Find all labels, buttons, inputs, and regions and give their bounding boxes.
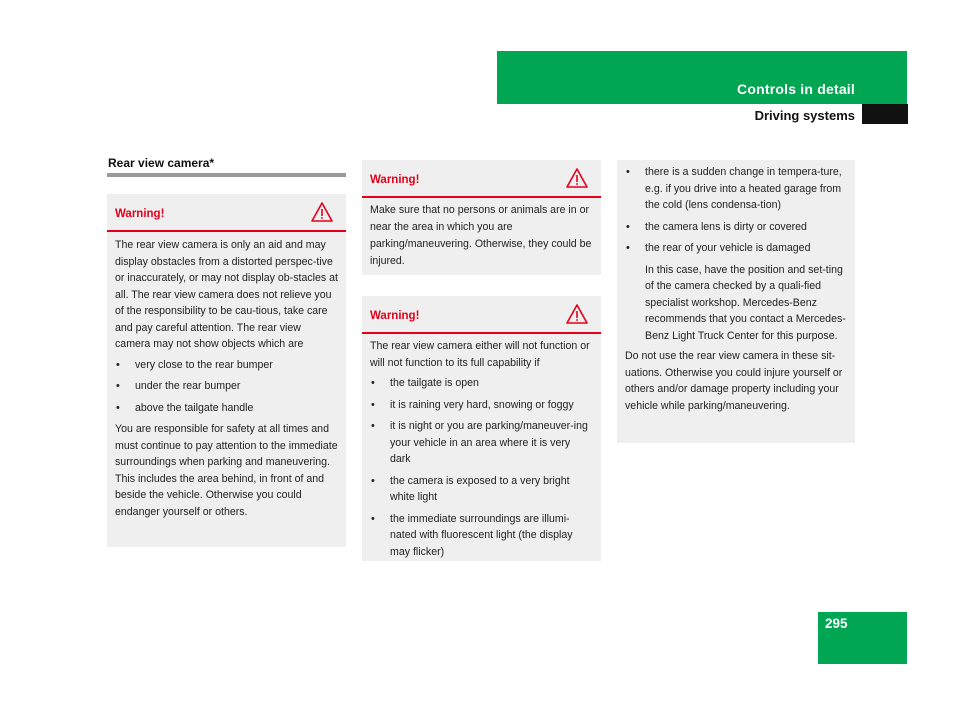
bullet-list (625, 164, 847, 257)
warning-box-2 (362, 160, 601, 275)
warning-triangle-icon (566, 168, 588, 188)
warning-paragraph: The rear view camera either will not function or will not function to its full capability if (370, 340, 590, 369)
list-item: • the camera lens is dirty or covered (625, 219, 847, 236)
bullet-list (115, 357, 338, 417)
warning-paragraph: The rear view camera is only an aid and may display obstacles from a distorted perspec-tive or inaccurately, or may not display ob-stacles at all. The rear view camera does not relieve you of the responsibility to be cau-tious, take care and pay careful attention. The rear view camera may not show objects which are (115, 239, 338, 350)
warning-header (107, 194, 346, 232)
list-item: • it is raining very hard, snowing or foggy (370, 397, 593, 414)
section-divider (107, 173, 346, 177)
chapter-tab-marker (862, 104, 908, 124)
warning-paragraph: Make sure that no persons or animals are in or near the area in which you are parking/maneuvering. Otherwise, they could be injured. (370, 204, 592, 267)
warning-header (362, 296, 601, 334)
chapter-title: Controls in detail (737, 81, 855, 97)
chapter-header-bar (497, 51, 907, 104)
section-subtitle: Driving systems (754, 108, 855, 123)
list-item: • the rear of your vehicle is damaged (625, 240, 847, 257)
page-number-box (818, 612, 907, 664)
bullet-list (370, 375, 593, 560)
list-item: • the tailgate is open (370, 375, 593, 392)
warning-header (362, 160, 601, 198)
section-heading: Rear view camera* (108, 156, 215, 170)
warning-triangle-icon (566, 304, 588, 324)
warning-box-1 (107, 194, 346, 547)
page-number: 295 (825, 616, 848, 631)
closing-paragraph: Do not use the rear view camera in these sit-uations. Otherwise you could injure yourself or others and/or damage property including your vehicle while parking/maneuvering. (625, 350, 843, 412)
indented-note: In this case, have the position and set-ting of the camera checked by a quali-fied specialist workshop. Mercedes-Benz recommends that you contact a Mercedes-Benz Light Truck Center for this purpose. (645, 263, 846, 342)
list-item: • there is a sudden change in tempera-ture, e.g. if you drive into a heated garage from the cold (lens condensa-tion) (625, 164, 847, 214)
warning-box-3 (362, 296, 601, 561)
list-item: • under the rear bumper (115, 378, 338, 395)
list-item: • the camera is exposed to a very bright white light (370, 473, 593, 506)
list-item: • very close to the rear bumper (115, 357, 338, 374)
list-item: • the immediate surroundings are illumi-nated with fluorescent light (the display may flicker) (370, 511, 593, 561)
warning-triangle-icon (311, 202, 333, 222)
warning-paragraph: You are responsible for safety at all times and must continue to pay attention to the immediate surroundings when parking and maneuvering. This includes the area behind, in front of and beside the vehicle. Otherwise you could endanger yourself or others. (115, 423, 338, 518)
list-item: • above the tailgate handle (115, 400, 338, 417)
warning-label: Warning! (370, 174, 420, 186)
warning-label: Warning! (370, 310, 420, 322)
warning-label: Warning! (115, 208, 165, 220)
continued-box (617, 160, 855, 443)
list-item: • it is night or you are parking/maneuver-ing your vehicle in an area where it is very dark (370, 418, 593, 468)
